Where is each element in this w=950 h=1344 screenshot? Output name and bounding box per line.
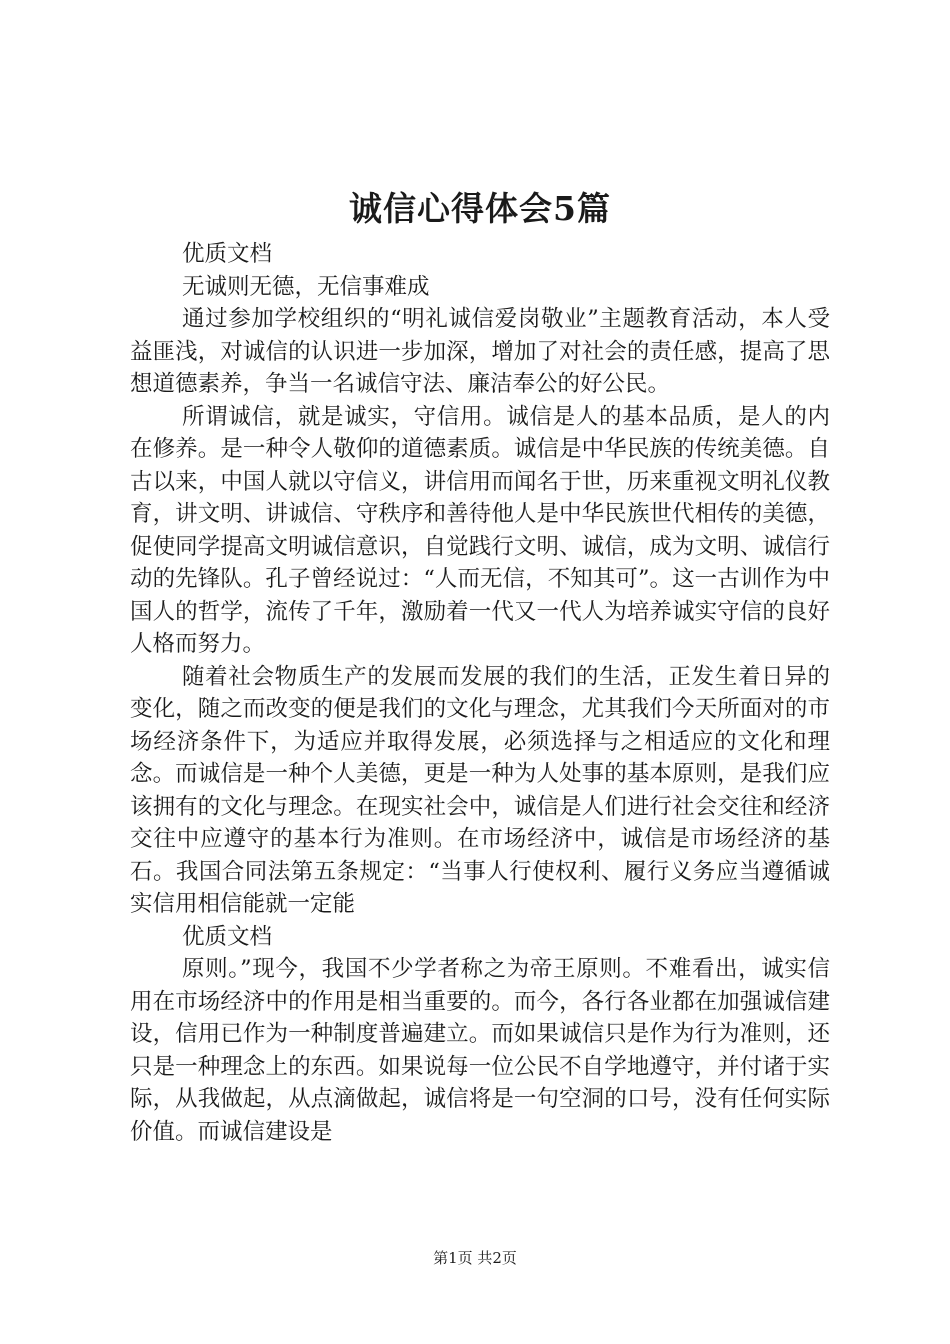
header-label: 优质文档 [182,241,273,267]
subtitle-line: 无诚则无德，无信事难成 [182,273,430,300]
body-paragraph: 原则。”现今，我国不少学者称之为帝王原则。不难看出，诚实信用在市场经济中的作用是相当重要的。而今，各行各业都在加强诚信建设，信用已作为一种制度普遍建立。而如果诚信只是作为行为准则，还只是一种理念上的东西。如果说每一位公民不自学地遵守，并付诸于实际，从我做起，从点滴做起，诚信将是一句空洞的口号，没有任何实际价值。而诚信建设是 [130,956,830,1145]
page-footer: 第1页 共2页 [433,1249,517,1267]
document-body [130,180,830,1148]
body-paragraph: 所谓诚信，就是诚实，守信用。诚信是人的基本品质，是人的内在修养。是一种令人敬仰的道德素质。诚信是中华民族的传统美德。自古以来，中国人就以守信义，讲信用而闻名于世，历来重视文明礼仪教育，讲文明、讲诚信、守秩序和善待他人是中华民族世代相传的美德，促使同学提高文明诚信意识，自觉践行文明、诚信，成为文明、诚信行动的先锋队。孔子曾经说过：“人而无信，不知其可”。这一古训作为中国人的哲学，流传了千年，激励着一代又一代人为培养诚实守信的良好人格而努力。 [130,403,830,657]
header-label: 优质文档 [182,923,273,950]
body-paragraph: 随着社会物质生产的发展而发展的我们的生活，正发生着日异的变化，随之而改变的便是我们的文化与理念，尤其我们今天所面对的市场经济条件下，为适应并取得发展，必须选择与之相适应的文化和理念。而诚信是一种个人美德，更是一种为人处事的基本原则，是我们应该拥有的文化与理念。在现实社会中，诚信是人们进行社会交往和经济交往中应遵守的基本行为准则。在市场经济中，诚信是市场经济的基石。我国合同法第五条规定：“当事人行使权利、履行义务应当遵循诚实信用相信能就一定能 [130,663,830,917]
document-title: 诚信心得体会5篇 [349,189,611,228]
body-paragraph: 通过参加学校组织的“明礼诚信爱岗敬业”主题教育活动，本人受益匪浅，对诚信的认识进一步加深，增加了对社会的责任感，提高了思想道德素养，争当一名诚信守法、廉洁奉公的好公民。 [130,306,830,397]
